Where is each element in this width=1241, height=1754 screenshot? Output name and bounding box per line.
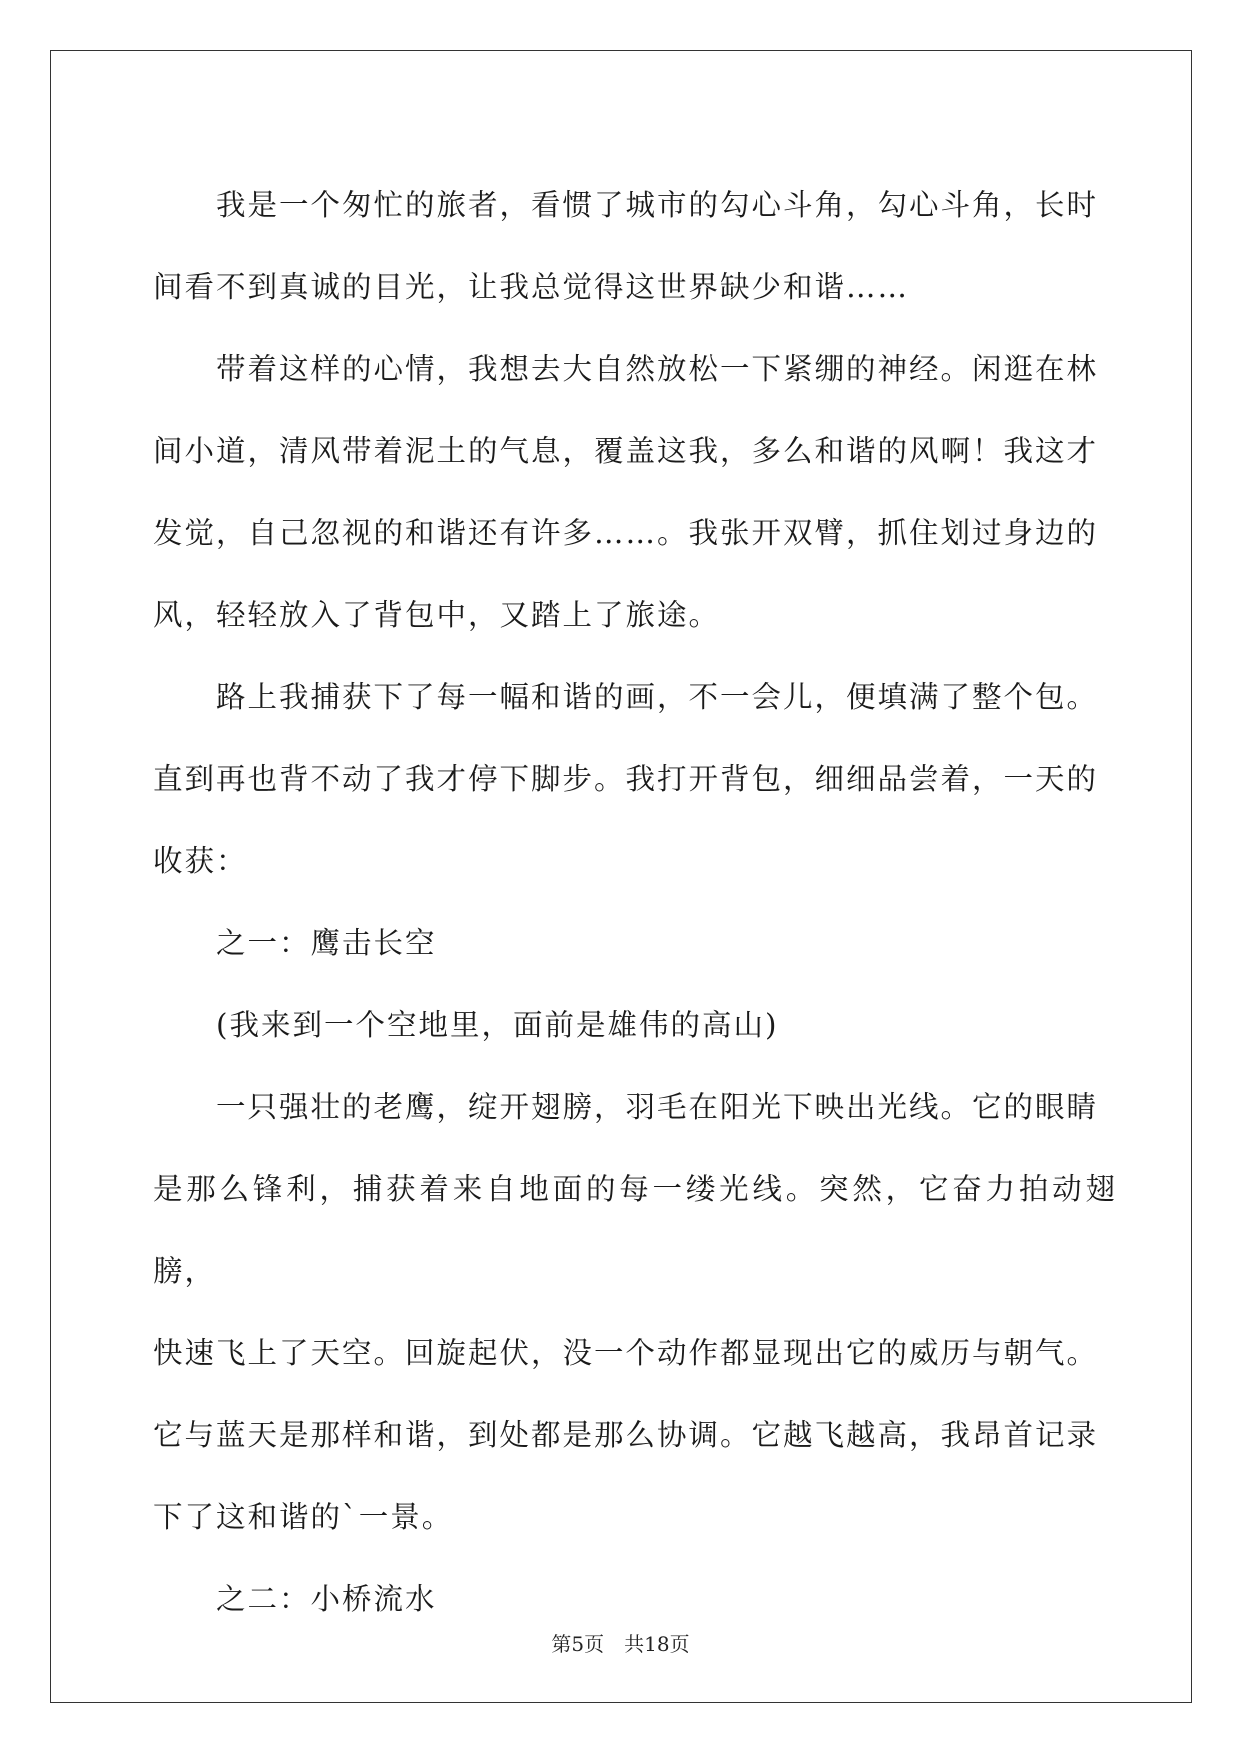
paragraph-3 xyxy=(153,656,1117,902)
paragraph-2 xyxy=(153,328,1117,656)
text-line: 快速飞上了天空。回旋起伏，没一个动作都显现出它的威历与朝气。 xyxy=(153,1336,1099,1370)
text-line: 直到再也背不动了我才停下脚步。我打开背包，细细品尝着，一天的 xyxy=(153,762,1099,796)
text-line: 间看不到真诚的目光，让我总觉得这世界缺少和谐…… xyxy=(153,270,910,304)
paragraph-1 xyxy=(153,164,1117,328)
text-line: 下了这和谐的`一景。 xyxy=(153,1500,454,1534)
text-line: 一只强壮的老鹰，绽开翅膀，羽毛在阳光下映出光线。它的眼睛 xyxy=(216,1090,1099,1124)
document-body xyxy=(153,164,1117,1640)
text-line: 它与蓝天是那样和谐，到处都是那么协调。它越飞越高，我昂首记录 xyxy=(153,1418,1099,1452)
scene-note xyxy=(153,984,1117,1066)
text-line: 路上我捕获下了每一幅和谐的画，不一会儿，便填满了整个包。 xyxy=(216,680,1099,714)
text-line: 之二：小桥流水 xyxy=(216,1582,437,1616)
text-line: 我是一个匆忙的旅者，看惯了城市的勾心斗角，勾心斗角，长时 xyxy=(216,188,1099,222)
text-line: (我来到一个空地里，面前是雄伟的高山) xyxy=(216,1008,779,1042)
text-line: 之一：鹰击长空 xyxy=(216,926,437,960)
paragraph-eagle xyxy=(153,1066,1117,1558)
text-line: 发觉，自己忽视的和谐还有许多……。我张开双臂，抓住划过身边的 xyxy=(153,516,1099,550)
page-number-footer: 第5页 共18页 xyxy=(551,1632,690,1656)
text-line: 风，轻轻放入了背包中，又踏上了旅途。 xyxy=(153,598,721,632)
section-heading-1 xyxy=(153,902,1117,984)
text-line: 是那么锋利，捕获着来自地面的每一缕光线。突然，它奋力拍动翅膀， xyxy=(153,1172,1117,1288)
text-line: 收获： xyxy=(153,844,248,878)
text-line: 带着这样的心情，我想去大自然放松一下紧绷的神经。闲逛在林 xyxy=(216,352,1099,386)
text-line: 间小道，清风带着泥土的气息，覆盖这我，多么和谐的风啊！我这才 xyxy=(153,434,1099,468)
